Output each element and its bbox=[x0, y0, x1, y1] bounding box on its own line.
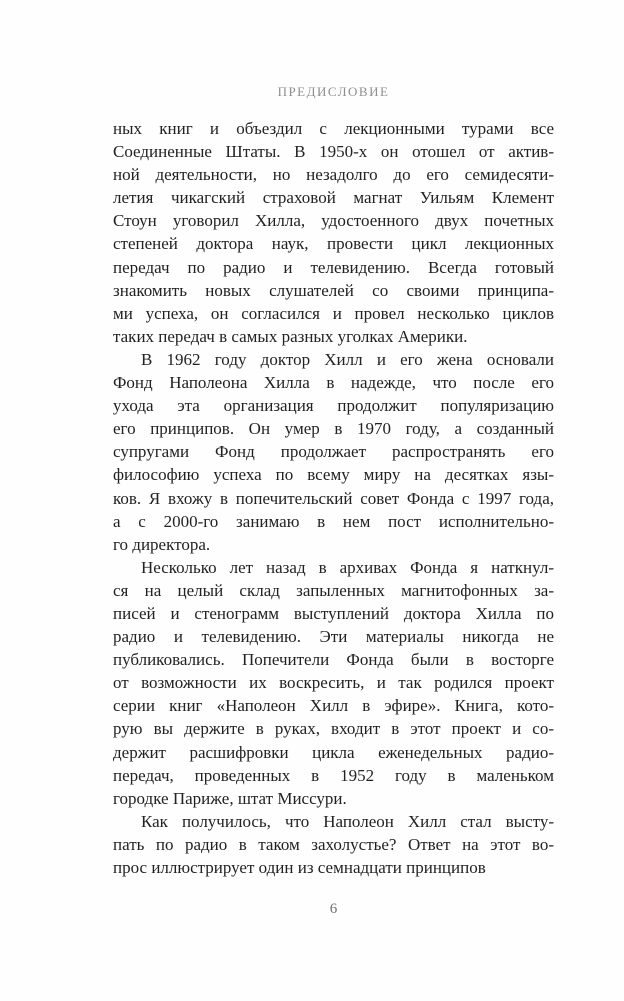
text-line: го директора. bbox=[113, 534, 211, 554]
text-line: держит расшифровки цикла еженедельных радио- bbox=[113, 742, 554, 762]
text-line: серии книг «Наполеон Хилл в эфире». Книга, кото- bbox=[113, 696, 554, 716]
text-line: писей и стенограмм выступлений доктора Хилла по bbox=[113, 603, 554, 623]
text-line: его принципов. Он умер в 1970 году, а созданный bbox=[113, 419, 554, 439]
text-line: прос иллюстрирует один из семнадцати принципов bbox=[113, 858, 486, 877]
text-line: передач, проведенных в 1952 году в маленьком bbox=[113, 765, 554, 785]
text-line: Как получилось, что Наполеон Хилл стал высту- bbox=[141, 811, 554, 831]
text-line: Соединенные Штаты. В 1950-х он отошел от актив- bbox=[113, 142, 554, 162]
page-number: 6 bbox=[329, 901, 338, 917]
text-line: философию успеха по всему миру на десятках язы- bbox=[113, 465, 554, 485]
text-line: супругами Фонд продолжает распространять его bbox=[113, 442, 554, 462]
text-line: передач по радио и телевидению. Всегда готовый bbox=[113, 257, 554, 277]
text-line: ной деятельности, но незадолго до его семидесяти- bbox=[113, 165, 554, 185]
paragraph bbox=[113, 810, 554, 879]
text-line: публиковались. Попечители Фонда были в восторге bbox=[113, 650, 554, 670]
text-line: ухода эта организация продолжит популяризацию bbox=[113, 396, 554, 416]
text-line: ся на целый склад запыленных магнитофонных за- bbox=[113, 580, 554, 600]
text-line: от возможности их воскресить, и так родился проект bbox=[113, 673, 554, 693]
paragraph bbox=[113, 556, 554, 810]
text-block bbox=[113, 117, 554, 879]
text-line: степеней доктора наук, провести цикл лекционных bbox=[113, 234, 554, 254]
text-line: знакомить новых слушателей со своими принципа- bbox=[113, 280, 554, 300]
running-header: ПРЕДИСЛОВИЕ bbox=[277, 84, 390, 99]
paragraph bbox=[113, 348, 554, 556]
text-line: городке Париже, штат Миссури. bbox=[113, 788, 347, 808]
text-line: радио и телевидению. Эти материалы никогда не bbox=[113, 627, 554, 647]
text-line: Фонд Наполеона Хилла в надежде, что после его bbox=[113, 373, 554, 393]
text-line: летия чикагский страховой магнат Уильям Клемент bbox=[113, 188, 554, 208]
text-line: таких передач в самых разных уголках Америки. bbox=[113, 326, 468, 346]
text-line: Несколько лет назад в архивах Фонда я наткнул- bbox=[141, 557, 554, 577]
text-line: рую вы держите в руках, входит в этот проект и со- bbox=[113, 719, 554, 739]
text-line: пать по радио в таком захолустье? Ответ на этот во- bbox=[113, 834, 554, 854]
text-line: ков. Я вхожу в попечительский совет Фонда с 1997 года, bbox=[113, 488, 554, 508]
text-line: а с 2000-го занимаю в нем пост исполнительно- bbox=[113, 511, 554, 531]
text-line: В 1962 году доктор Хилл и его жена основали bbox=[141, 349, 554, 369]
paragraph bbox=[113, 117, 554, 348]
text-line: Стоун уговорил Хилла, удостоенного двух почетных bbox=[113, 211, 554, 231]
text-line: ных книг и объездил с лекционными турами все bbox=[113, 119, 554, 138]
text-line: ми успеха, он согласился и провел несколько циклов bbox=[113, 303, 554, 323]
